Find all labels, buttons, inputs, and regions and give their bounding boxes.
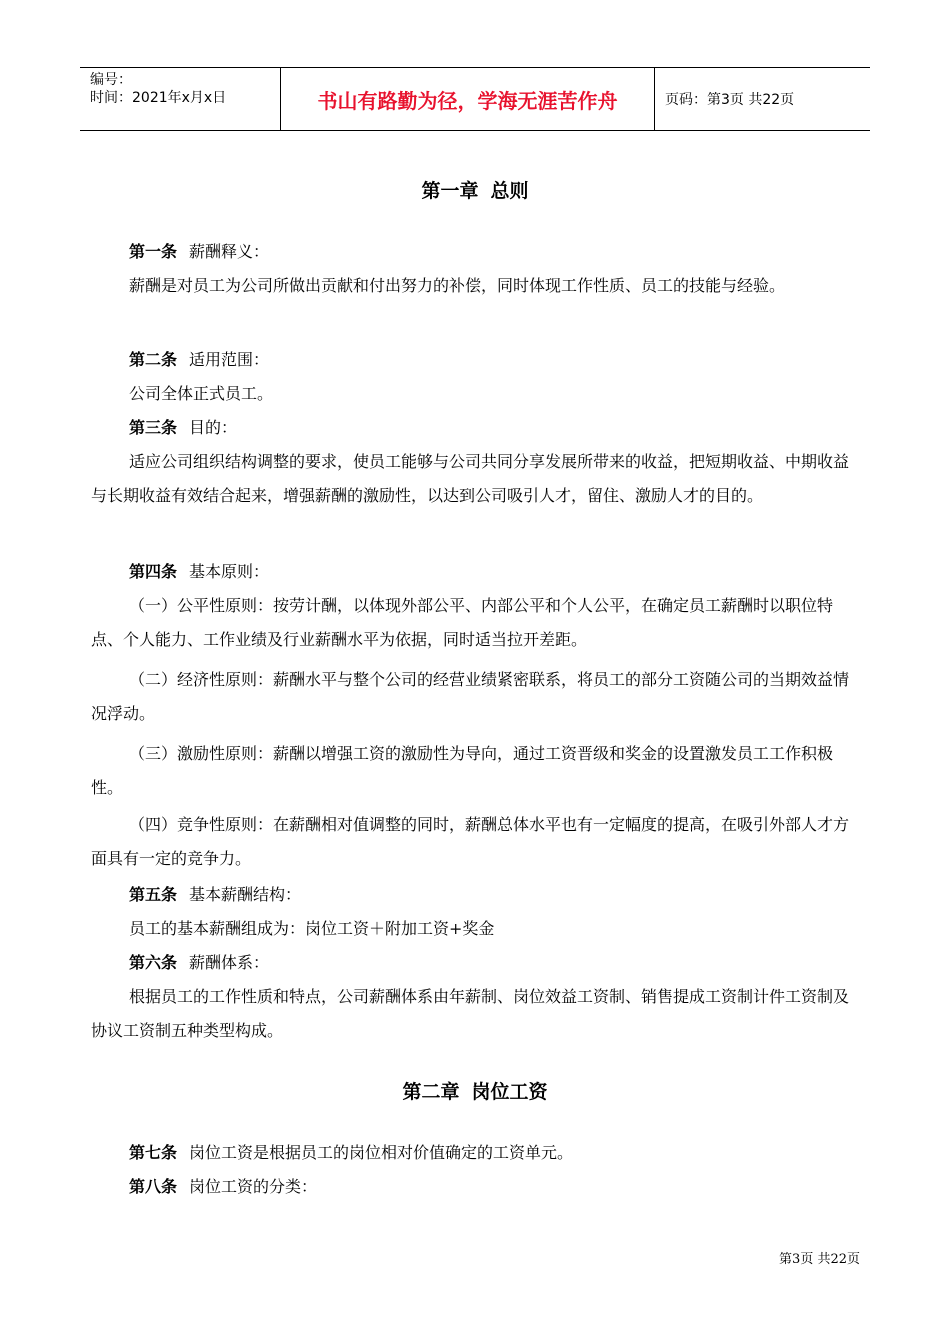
article-label: 第八条 xyxy=(129,1177,178,1196)
article-6-heading xyxy=(91,946,861,980)
chapter-2-heading xyxy=(0,1077,950,1104)
article-4-heading xyxy=(91,555,861,589)
chapter-label: 第一章 xyxy=(421,180,479,202)
article-label: 第六条 xyxy=(129,953,178,972)
principle-incentive: （三）激励性原则：薪酬以增强工资的激励性为导向，通过工资晋级和奖金的设置激发员工工作积极性。 xyxy=(91,744,834,797)
motto: 书山有路勤为径，学海无涯苦作舟 xyxy=(281,68,655,130)
article-6-text: 根据员工的工作性质和特点，公司薪酬体系由年薪制、岗位效益工资制、销售提成工资制计件工资制及协议工资制五种类型构成。 xyxy=(91,987,850,1040)
article-5-heading xyxy=(91,878,861,912)
article-2-heading xyxy=(91,343,861,377)
article-label: 第二条 xyxy=(129,350,178,369)
header-page-label: 页码：第3页 共22页 xyxy=(665,92,795,108)
article-2-text: 公司全体正式员工。 xyxy=(129,384,274,403)
principle-competitive: （四）竞争性原则：在薪酬相对值调整的同时，薪酬总体水平也有一定幅度的提高，在吸引外部人才方面具有一定的竞争力。 xyxy=(91,815,850,868)
article-1-heading xyxy=(91,235,861,269)
principle-economy: （二）经济性原则：薪酬水平与整个公司的经营业绩紧密联系，将员工的部分工资随公司的当期效益情况浮动。 xyxy=(91,670,850,723)
article-3-heading xyxy=(91,411,861,445)
article-8-heading xyxy=(91,1170,861,1204)
article-label: 第三条 xyxy=(129,418,178,437)
page-footer: 第3页 共22页 xyxy=(779,1252,860,1267)
principle-fairness: （一）公平性原则：按劳计酬，以体现外部公平、内部公平和个人公平，在确定员工薪酬时以职位特点、个人能力、工作业绩及行业薪酬水平为依据，同时适当拉开差距。 xyxy=(91,596,834,649)
article-label: 第七条 xyxy=(129,1143,178,1162)
time-label: 时间：2021年x月x日 xyxy=(90,90,227,106)
article-5-text: 员工的基本薪酬组成为：岗位工资＋附加工资+奖金 xyxy=(129,919,495,938)
article-1-text: 薪酬是对员工为公司所做出贡献和付出努力的补偿，同时体现工作性质、员工的技能与经验。 xyxy=(129,276,786,295)
article-label: 第四条 xyxy=(129,562,178,581)
article-label: 第五条 xyxy=(129,885,178,904)
chapter-title: 岗位工资 xyxy=(471,1081,548,1103)
header-info-cell xyxy=(80,68,281,130)
article-title: 薪酬体系： xyxy=(189,953,270,972)
page-header xyxy=(80,67,870,131)
article-title: 岗位工资的分类： xyxy=(189,1177,318,1196)
article-title: 适用范围： xyxy=(189,350,270,369)
article-title: 基本原则： xyxy=(189,562,270,581)
article-title: 薪酬释义： xyxy=(189,242,270,261)
article-3-text: 适应公司组织结构调整的要求，使员工能够与公司共同分享发展所带来的收益，把短期收益、中期收益与长期收益有效结合起来，增强薪酬的激励性，以达到公司吸引人才，留住、激励人才的目的。 xyxy=(91,452,850,505)
article-title: 岗位工资是根据员工的岗位相对价值确定的工资单元。 xyxy=(189,1143,574,1162)
chapter-label: 第二章 xyxy=(402,1081,460,1103)
chapter-1-heading xyxy=(0,176,950,203)
article-title: 目的： xyxy=(189,418,238,437)
number-label: 编号： xyxy=(90,72,132,88)
article-label: 第一条 xyxy=(129,242,178,261)
article-7-heading xyxy=(91,1136,861,1170)
article-title: 基本薪酬结构： xyxy=(189,885,302,904)
chapter-title: 总则 xyxy=(490,180,529,202)
